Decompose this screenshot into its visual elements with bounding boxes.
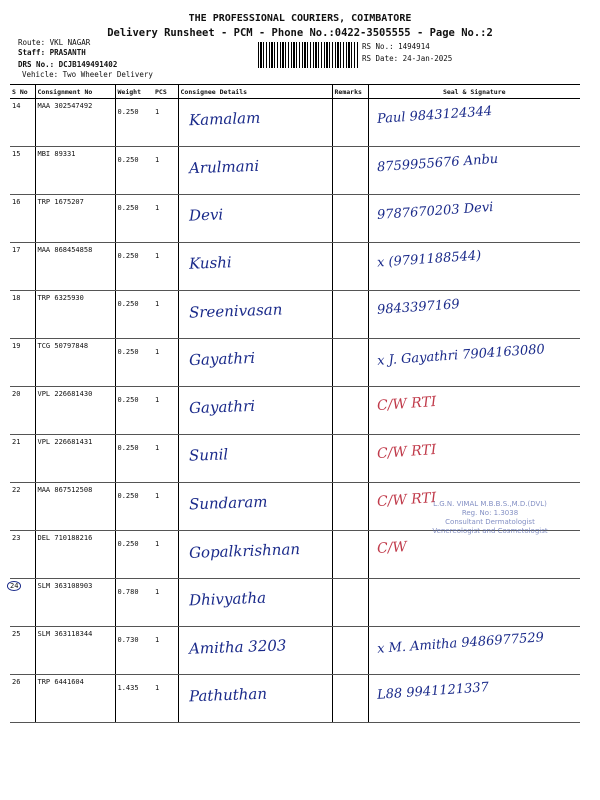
consignee-name: Sundaram	[188, 492, 268, 514]
table-row	[10, 243, 580, 291]
row-pcs: 1	[155, 492, 160, 500]
table-row	[10, 435, 580, 483]
row-weight: 0.780	[117, 588, 139, 596]
row-pcs: 1	[155, 540, 160, 548]
row-weight: 0.250	[117, 396, 139, 404]
row-pcs: 1	[155, 396, 160, 404]
table-header	[10, 85, 580, 99]
row-consignment-no: MAA 868454858	[37, 246, 93, 254]
signature: x (9791188544)	[376, 248, 482, 271]
row-pcs: 1	[155, 588, 160, 596]
rs-date: RS Date: 24-Jan-2025	[362, 54, 453, 63]
row-pcs: 1	[155, 204, 160, 212]
row-consignment-no: SLM 363118344	[37, 630, 93, 638]
stamp-line-3: Consultant Dermatologist	[445, 518, 535, 526]
row-weight: 0.250	[117, 204, 139, 212]
row-weight: 0.250	[117, 348, 139, 356]
runsheet-subtitle: Delivery Runsheet - PCM - Phone No.:0422-3505555 - Page No.:2	[107, 27, 493, 39]
consignee-name: Pathuthan	[188, 684, 267, 706]
row-consignment-no: TRP 1675207	[37, 198, 84, 206]
table-row	[10, 531, 580, 579]
col-sno: S No	[10, 85, 35, 99]
signature: x M. Amitha 9486977529	[376, 630, 544, 657]
row-consignment-no: TRP 6441604	[37, 678, 84, 686]
runsheet-table	[10, 84, 580, 723]
row-pcs: 1	[155, 636, 160, 644]
col-consignment: Consignment No	[35, 85, 115, 99]
consignee-name: Dhivyatha	[188, 588, 266, 610]
row-consignment-no: VPL 226681430	[37, 390, 93, 398]
row-weight: 0.250	[117, 108, 139, 116]
row-weight: 0.730	[117, 636, 139, 644]
signature: Paul 9843124344	[376, 103, 493, 128]
row-sno: 24	[7, 581, 21, 591]
stamp-line-1: L.G.N. VIMAL M.B.B.S.,M.D.(DVL)	[433, 500, 547, 508]
row-consignment-no: VPL 226681431	[37, 438, 93, 446]
signature: L88 9941121337	[376, 680, 489, 703]
row-consignment-no: TCG 50797848	[37, 342, 89, 350]
signature: 9787670203 Devi	[376, 199, 494, 224]
signature: C/W RTI	[376, 441, 437, 463]
table-row	[10, 579, 580, 627]
consignee-name: Devi	[188, 205, 223, 225]
col-pcs: PCS	[153, 85, 178, 99]
staff-label: Staff: PRASANTH	[18, 48, 86, 57]
row-sno: 19	[12, 342, 21, 350]
stamp-line-4: Venereologist and Cosmetologist	[432, 527, 548, 535]
consignee-name: Sunil	[188, 445, 229, 465]
signature: C/W RTI	[376, 393, 437, 415]
table-row	[10, 339, 580, 387]
consignee-name: Gopalkrishnan	[188, 540, 300, 562]
doctor-stamp	[395, 500, 585, 536]
consignee-name: Kushi	[188, 253, 232, 273]
row-consignment-no: TRP 6325930	[37, 294, 84, 302]
row-pcs: 1	[155, 684, 160, 692]
table-row	[10, 147, 580, 195]
row-pcs: 1	[155, 156, 160, 164]
rs-number: RS No.: 1494914	[362, 42, 430, 51]
table-row	[10, 387, 580, 435]
signature: C/W	[375, 538, 407, 558]
row-consignment-no: DEL 710188216	[37, 534, 93, 542]
row-pcs: 1	[155, 300, 160, 308]
row-pcs: 1	[155, 108, 160, 116]
consignee-name: Sreenivasan	[188, 300, 283, 322]
row-consignment-no: SLM 363108903	[37, 582, 93, 590]
row-weight: 0.250	[117, 492, 139, 500]
drs-number: DRS No.: DCJB149491402	[18, 60, 118, 69]
signature: 8759955676 Anbu	[376, 151, 499, 176]
col-weight: Weight	[115, 85, 153, 99]
table-row	[10, 627, 580, 675]
row-pcs: 1	[155, 348, 160, 356]
row-pcs: 1	[155, 444, 160, 452]
table-row	[10, 675, 580, 723]
row-sno: 15	[12, 150, 21, 158]
row-weight: 1.435	[117, 684, 139, 692]
row-sno: 21	[12, 438, 21, 446]
runsheet-title: THE PROFESSIONAL COURIERS, COIMBATORE	[188, 13, 412, 24]
signature: x J. Gayathri 7904163080	[376, 342, 545, 369]
row-sno: 17	[12, 246, 21, 254]
row-sno: 16	[12, 198, 21, 206]
consignee-name: Gayathri	[188, 348, 255, 370]
row-weight: 0.250	[117, 156, 139, 164]
col-consignee: Consignee Details	[178, 85, 332, 99]
row-pcs: 1	[155, 252, 160, 260]
row-weight: 0.250	[117, 540, 139, 548]
stamp-line-2: Reg. No: 1.3038	[461, 509, 519, 517]
consignee-name: Gayathri	[188, 396, 255, 418]
table-row	[10, 291, 580, 339]
row-weight: 0.250	[117, 252, 139, 260]
route-label: Route: VKL NAGAR	[18, 38, 91, 47]
vehicle-label: Vehicle: Two Wheeler Delivery	[22, 70, 153, 79]
barcode	[258, 42, 358, 68]
consignee-name: Kamalam	[188, 108, 261, 130]
table-row	[10, 99, 580, 147]
row-sno: 25	[12, 630, 21, 638]
row-sno: 23	[12, 534, 21, 542]
signature: C/W RTI	[376, 489, 437, 511]
signature: 9843397169	[376, 297, 460, 318]
row-sno: 18	[12, 294, 21, 302]
row-sno: 20	[12, 390, 21, 398]
col-remarks: Remarks	[332, 85, 368, 99]
row-sno: 26	[12, 678, 21, 686]
row-weight: 0.250	[117, 444, 139, 452]
consignee-name: Arulmani	[188, 156, 259, 178]
row-consignment-no: MBI 89331	[37, 150, 76, 158]
row-sno: 14	[12, 102, 21, 110]
row-consignment-no: MAA 302547492	[37, 102, 93, 110]
consignee-name: Amitha 3203	[188, 636, 287, 658]
table-row	[10, 195, 580, 243]
col-signature: Seal & Signature	[368, 85, 580, 99]
row-weight: 0.250	[117, 300, 139, 308]
row-consignment-no: MAA 867512508	[37, 486, 93, 494]
row-sno: 22	[12, 486, 21, 494]
